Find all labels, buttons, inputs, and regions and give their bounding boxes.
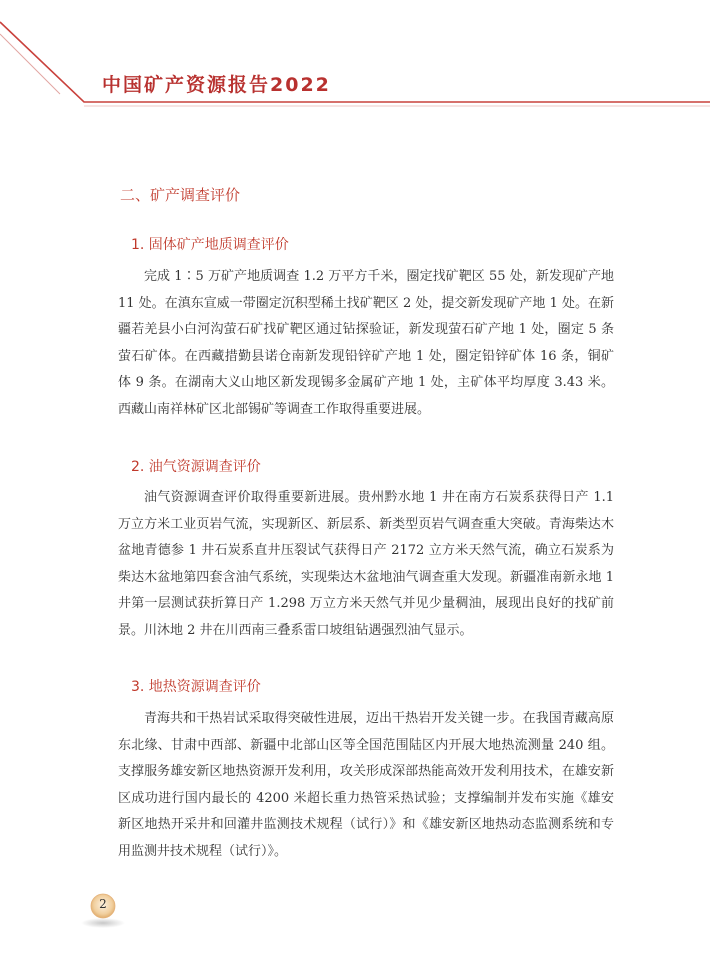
page-number: 2	[99, 897, 107, 911]
subsection-body-oil-gas: 油气资源调查评价取得重要新进展。贵州黔水地 1 井在南方石炭系获得日产 1.1 万立方米工业页岩气流，实现新区、新层系、新类型页岩气调查重大突破。青海柴达木盆地青德参 1 井石炭系直井压裂试气获得日产 2172 立方米天然气流，确立石炭系为柴达木盆地第四套含油气系统，实现柴达木盆地油气调查重大发现。新疆准南新永地 1 井第一层测试获折算日产 1.298 万立方米天然气并见少量稠油，展现出良好的找矿前景。川沐地 2 井在川西南三叠系雷口坡组钻遇强烈油气显示。	[118, 490, 614, 638]
subsection-body-geothermal: 青海共和干热岩试采取得突破性进展，迈出干热岩开发关键一步。在我国青藏高原东北缘、甘肃中西部、新疆中北部山区等全国范围陆区内开展大地热流测量 240 组。支撑服务雄安新区地热资源开发利用，攻关形成深部热能高效开发利用技术，在雄安新区成功进行国内最长的 4200 米超长重力热管采热试验；支撑编制并发布实施《雄安新区地热开采井和回灌井监测技术规程（试行）》和《雄安新区地热动态监测系统和专用监测井技术规程（试行）》。	[118, 711, 614, 859]
report-title: 中国矿产资源报告2022	[102, 74, 331, 96]
subsection-title-oil-gas: 2. 油气资源调查评价	[131, 459, 261, 475]
section-title: 二、矿产调查评价	[120, 186, 241, 204]
subsection-title-geothermal: 3. 地热资源调查评价	[131, 679, 261, 695]
subsection-title-solid-minerals: 1. 固体矿产地质调查评价	[131, 237, 289, 253]
subsection-body-solid-minerals: 完成 1∶5 万矿产地质调查 1.2 万平方千米，圈定找矿靶区 55 处，新发现矿产地 11 处。在滇东宣威一带圈定沉积型稀土找矿靶区 2 处，提交新发现矿产地 1 处。在新疆若羌县小白河沟萤石矿找矿靶区通过钻探验证，新发现萤石矿产地 1 处，圈定 5 条萤石矿体。在西藏措勤县诺仓南新发现铅锌矿产地 1 处，圈定铅锌矿体 16 条，铜矿体 9 条。在湖南大义山地区新发现锡多金属矿产地 1 处，主矿体平均厚度 3.43 米。西藏山南祥林矿区北部锡矿等调查工作取得重要进展。	[118, 269, 614, 417]
